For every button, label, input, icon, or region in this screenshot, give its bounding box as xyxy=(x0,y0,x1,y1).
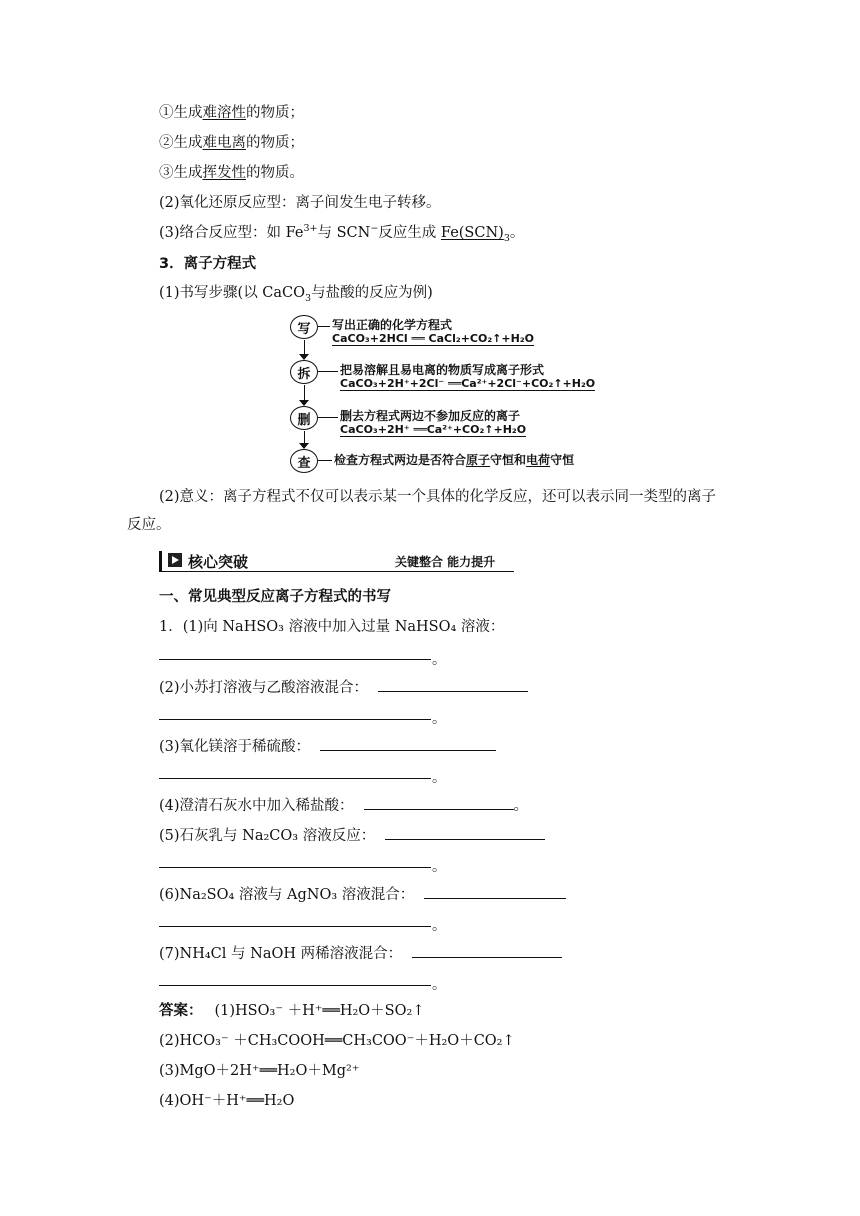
meaning-line2: 反应。 xyxy=(127,517,171,533)
question-2: (2)小苏打溶液与乙酸溶液混合： xyxy=(159,677,528,698)
answer-3: (3)MgO＋2H⁺══H₂O＋Mg²⁺ xyxy=(159,1063,360,1079)
answer-blank xyxy=(320,736,496,751)
question-6: (6)Na₂SO₄ 溶液与 AgNO₃ 溶液混合： xyxy=(159,884,566,905)
answer-blank xyxy=(378,677,528,692)
banner-subtitle: 关键整合 能力提升 xyxy=(395,555,496,569)
meaning-line1: (2)意义：离子方程式不仅可以表示某一个具体的化学反应，还可以表示同一类型的离子 xyxy=(159,489,717,505)
step-split-node: 拆 xyxy=(290,360,318,384)
play-icon xyxy=(168,553,182,567)
question-7: (7)NH₄Cl 与 NaOH 两稀溶液混合： xyxy=(159,943,562,964)
item-volatile: ③生成挥发性的物质。 xyxy=(159,165,304,181)
answer-label: 答案： xyxy=(159,1003,203,1019)
item-redox: (2)氧化还原反应型：离子间发生电子转移。 xyxy=(159,195,441,211)
part1-title: 一、常见典型反应离子方程式的书写 xyxy=(159,589,391,605)
item-weak-electrolyte: ②生成难电离的物质； xyxy=(159,135,304,151)
answer-blank xyxy=(424,884,566,899)
core-breakthrough-banner xyxy=(159,551,514,572)
arrow-down-icon xyxy=(299,354,309,360)
step-write-node: 写 xyxy=(290,315,318,339)
answer-blank xyxy=(364,795,514,810)
question-5: (5)石灰乳与 Na₂CO₃ 溶液反应： xyxy=(159,825,545,846)
step-write-text: 写出正确的化学方程式 xyxy=(332,318,453,332)
connector xyxy=(304,431,306,443)
arrow-down-icon xyxy=(299,400,309,406)
step-split-text: 把易溶解且易电离的物质写成离子形式 xyxy=(340,363,545,377)
connector xyxy=(304,385,306,400)
question-4: (4)澄清石灰水中加入稀盐酸： 。 xyxy=(159,795,528,816)
arrow-down-icon xyxy=(299,443,309,449)
step-split-equation: CaCO₃+2H⁺+2Cl⁻ ══Ca²⁺+2Cl⁻+CO₂↑+H₂O xyxy=(340,377,596,390)
step-write-equation: CaCO₃+2HCl ══ CaCl₂+CO₂↑+H₂O xyxy=(332,332,534,345)
question-3: (3)氧化镁溶于稀硫酸： xyxy=(159,736,496,757)
step-delete-equation: CaCO₃+2H⁺ ══Ca²⁺+CO₂↑+H₂O xyxy=(340,423,527,436)
question-1: 1．(1)向 NaHSO₃ 溶液中加入过量 NaHSO₄ 溶液： xyxy=(159,619,505,635)
step-delete-node: 删 xyxy=(290,406,318,430)
step-delete-text: 删去方程式两边不参加反应的离子 xyxy=(340,409,521,423)
steps-intro: (1)书写步骤(以 CaCO$_3$与盐酸的反应为例) xyxy=(159,285,433,304)
item-insoluble: ①生成难溶性的物质； xyxy=(159,105,304,121)
answer-blank xyxy=(412,943,562,958)
item-complex: (3)络合反应型：如 $Fe^{3+}$与 SCN−反应生成 $Fe(SCN)_3$。 xyxy=(159,223,525,244)
answer-blank xyxy=(159,778,431,779)
answer-blank xyxy=(159,659,431,660)
section3-title: 3．离子方程式 xyxy=(159,256,257,272)
answer-4: (4)OH⁻＋H⁺══H₂O xyxy=(159,1093,295,1109)
connector xyxy=(304,340,306,354)
answer-blank xyxy=(159,926,431,927)
answer-2: (2)HCO₃⁻ ＋CH₃COOH══CH₃COO⁻＋H₂O＋CO₂↑ xyxy=(159,1033,515,1049)
answer-blank xyxy=(159,719,431,720)
answer-blank xyxy=(159,867,431,868)
step-check-text: 检查方程式两边是否符合原子守恒和电荷守恒 xyxy=(334,453,575,467)
answer-blank xyxy=(159,985,431,986)
step-check-node: 查 xyxy=(290,449,318,473)
answer-1: 答案： (1)HSO₃⁻ ＋H⁺══H₂O＋SO₂↑ xyxy=(159,1003,425,1019)
answer-blank xyxy=(385,825,545,840)
banner-title: 核心突破 xyxy=(188,553,249,571)
writing-steps-diagram xyxy=(290,310,620,475)
